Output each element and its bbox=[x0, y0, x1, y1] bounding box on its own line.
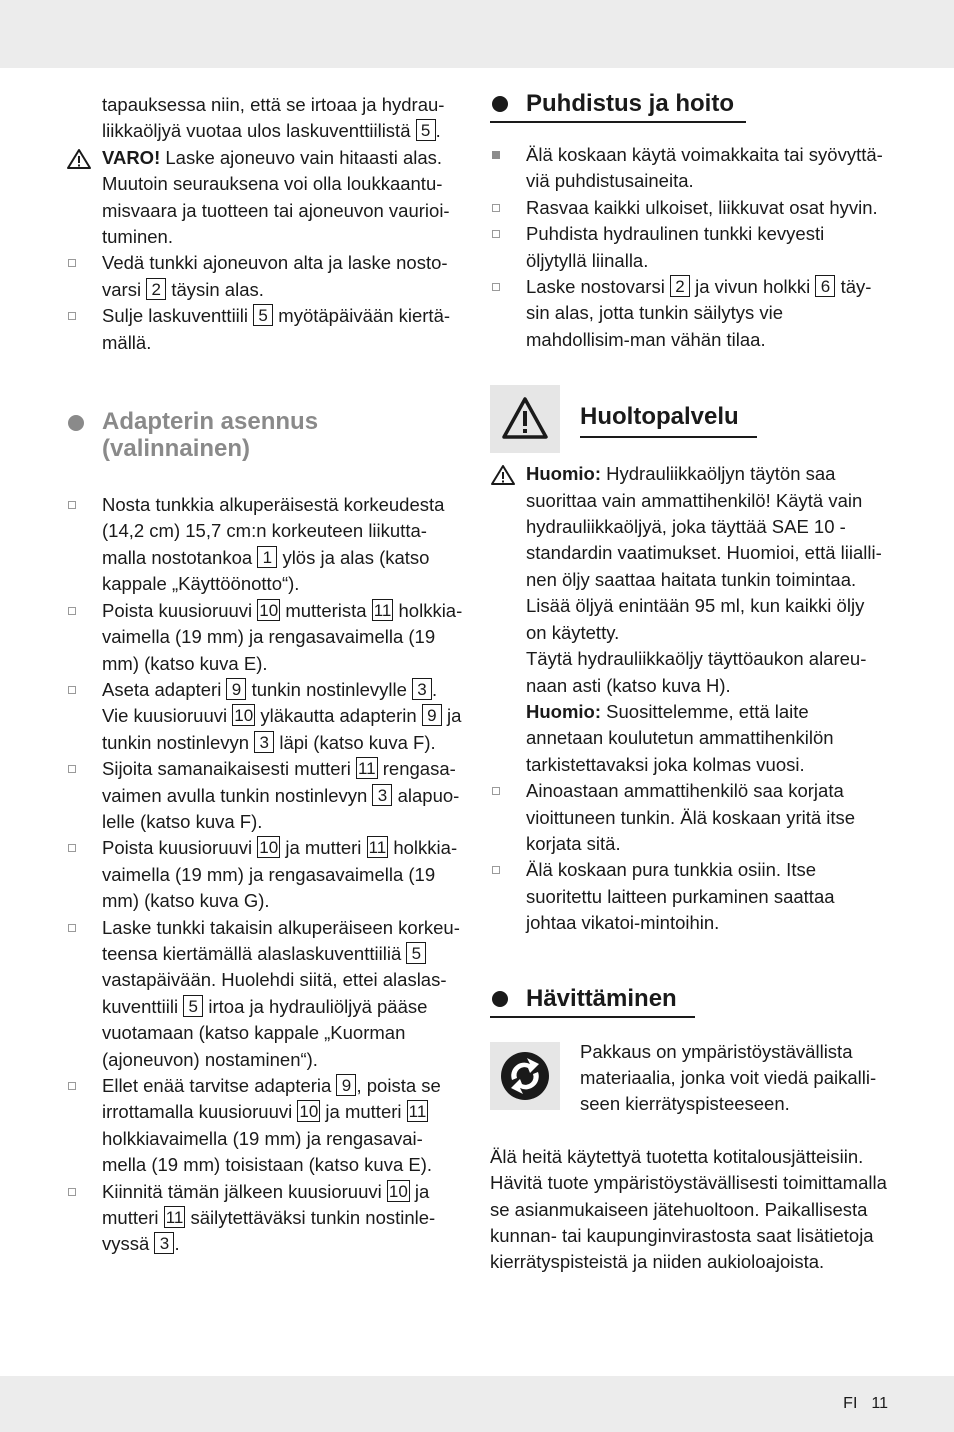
list-item bbox=[66, 492, 466, 598]
item-text: säilytettäväksi tunkin nostinle-vyssä bbox=[102, 1207, 436, 1255]
item-text: mutterista bbox=[285, 599, 367, 621]
item-text: . bbox=[432, 678, 438, 700]
item-text: ylös ja alas (katso kappale „Käyttöönotto“). bbox=[102, 546, 430, 595]
item-text: Sulje laskuventtiili bbox=[102, 305, 249, 327]
square-bullet-icon bbox=[492, 204, 500, 212]
disposal-paragraph bbox=[490, 1144, 890, 1276]
list-item bbox=[490, 142, 890, 195]
part-ref: 5 bbox=[406, 942, 426, 964]
part-ref: 3 bbox=[372, 784, 392, 806]
item-text: Älä koskaan pura tunkkia osiin. Itse suoritettu laitteen purkaminen saattaa johtaa vikatoi-mintoihin. bbox=[526, 859, 835, 934]
warning-text: Laske ajoneuvo vain hitaasti alas. bbox=[165, 146, 443, 168]
part-ref: 3 bbox=[154, 1232, 174, 1254]
service-recommendation bbox=[490, 699, 890, 778]
list-item bbox=[490, 778, 890, 857]
intro-paragraph bbox=[66, 92, 472, 145]
service-notice bbox=[490, 461, 890, 646]
square-bullet-icon bbox=[68, 686, 76, 694]
fill-text: Täytä hydrauliikkaöljy täyttöaukon alareu-naan asti (katso kuva H). bbox=[526, 648, 867, 696]
item-text: holkkiavaimella (19 mm) ja rengasavai-mella (19 mm) toisistaan (katso kuva E). bbox=[102, 1127, 433, 1176]
green-dot-recycling-icon bbox=[490, 1042, 560, 1110]
square-bullet-icon bbox=[68, 1082, 76, 1090]
bottom-band bbox=[0, 1376, 954, 1432]
part-ref: 6 bbox=[815, 275, 835, 297]
item-text: täy-sin alas, jotta tunkin säilytys vie mahdollisim-man vähän tilaa. bbox=[526, 276, 872, 350]
item-text: Laske tunkki takaisin alkuperäiseen korkeu-teensa kiertämällä alaslaskuventtiiliä bbox=[102, 916, 460, 964]
list-item bbox=[490, 274, 890, 353]
warning-triangle-icon bbox=[490, 385, 560, 453]
heading-underline bbox=[490, 1016, 695, 1018]
part-ref: 10 bbox=[259, 600, 279, 620]
item-text: Poista kuusioruuvi bbox=[102, 837, 253, 859]
item-text: Laske nostovarsi bbox=[526, 276, 665, 298]
square-bullet-icon bbox=[68, 844, 76, 852]
part-ref: 11 bbox=[373, 600, 392, 620]
item-text: irtoa ja hydrauliöljyä pääse vuotamaan (katso kappale „Kuorman (ajoneuvon) nostaminen“). bbox=[102, 995, 428, 1070]
item-text: . bbox=[174, 1233, 180, 1255]
part-ref: 11 bbox=[408, 1102, 427, 1122]
part-ref: 5 bbox=[416, 119, 436, 141]
list-item bbox=[490, 857, 890, 936]
top-band bbox=[0, 0, 954, 68]
square-bullet-icon bbox=[68, 765, 76, 773]
care-list bbox=[490, 142, 890, 353]
list-item bbox=[66, 303, 466, 356]
note-label: Huomio: bbox=[526, 463, 602, 485]
item-text: ja mutteri bbox=[285, 837, 362, 859]
part-ref: 10 bbox=[259, 838, 279, 858]
part-ref: 1 bbox=[257, 546, 277, 568]
warning-rest: Muutoin seurauksena voi olla loukkaantu-misvaara ja tuotteen tai ajoneuvon vaurioi-tuminen. bbox=[102, 173, 450, 248]
part-ref: 5 bbox=[183, 995, 203, 1017]
left-column bbox=[66, 92, 466, 1258]
heading-line1: Adapterin asennus bbox=[102, 408, 319, 436]
warning-badge bbox=[490, 385, 560, 453]
item-text: , poista se irrottamalla kuusioruuvi bbox=[102, 1075, 441, 1123]
item-text: vastapäivään. Huolehdi siitä, ettei alaslas-kuventtiili bbox=[102, 969, 447, 1017]
part-ref: 2 bbox=[146, 278, 166, 300]
part-ref: 11 bbox=[165, 1208, 184, 1228]
intro-line2: liikkaöljyä vuotaa ulos laskuventtiilistä bbox=[102, 120, 411, 142]
list-item bbox=[66, 756, 466, 835]
square-bullet-icon bbox=[68, 312, 76, 320]
item-text: Puhdista hydraulinen tunkki kevyesti öljytyllä liinalla. bbox=[526, 223, 825, 271]
item-text: alapuo-lelle (katso kuva F). bbox=[102, 784, 460, 832]
list-item bbox=[66, 835, 466, 914]
item-text: Poista kuusioruuvi bbox=[102, 599, 253, 621]
item-text: myötäpäivään kiertä-mällä. bbox=[102, 305, 451, 353]
heading-line2: (valinnainen) bbox=[102, 435, 251, 463]
part-ref: 9 bbox=[226, 678, 246, 700]
item-text: holkkia-vaimella (19 mm) ja rengasavaimella (19 mm) (katso kuva G). bbox=[102, 837, 458, 912]
item-text: Nosta tunkkia alkuperäisestä korkeudesta (14,2 cm) 15,7 cm:n korkeuteen liikutta-malla nostotankoa bbox=[102, 494, 445, 568]
part-ref: 10 bbox=[388, 1181, 408, 1201]
square-bullet-icon bbox=[492, 283, 500, 291]
item-text: täysin alas. bbox=[171, 278, 264, 300]
list-item bbox=[66, 915, 466, 1073]
service-body bbox=[490, 461, 890, 936]
part-ref: 9 bbox=[422, 704, 442, 726]
part-ref: 3 bbox=[412, 678, 432, 700]
list-item bbox=[66, 250, 466, 303]
recycle-badge bbox=[490, 1042, 560, 1110]
part-ref: 10 bbox=[299, 1102, 319, 1122]
item-text: Vedä tunkki ajoneuvon alta ja laske nosto-varsi bbox=[102, 252, 448, 300]
section-dot-icon bbox=[492, 96, 508, 112]
list-item bbox=[66, 598, 466, 677]
heading-text: Hävittäminen bbox=[526, 984, 677, 1012]
heading-underline bbox=[580, 436, 757, 438]
square-bullet-icon bbox=[68, 924, 76, 932]
item-text: Rasvaa kaikki ulkoiset, liikkuvat osat hyvin. bbox=[526, 196, 878, 218]
item-text: Ainoastaan ammattihenkilö saa korjata vioittuneen tunkin. Älä koskaan yritä itse korjata sitä. bbox=[526, 780, 856, 854]
right-column bbox=[490, 88, 890, 1276]
part-ref: 11 bbox=[368, 838, 387, 858]
square-bullet-icon bbox=[492, 866, 500, 874]
warning-label: VARO! bbox=[102, 146, 161, 168]
note-label: Huomio: bbox=[526, 700, 602, 722]
list-item bbox=[490, 195, 890, 221]
section-heading-adapter bbox=[66, 408, 466, 462]
warning-triangle-icon bbox=[490, 464, 516, 486]
warning-triangle-icon bbox=[66, 148, 92, 170]
item-text: tunkin nostinlevylle bbox=[251, 678, 407, 700]
square-bullet-icon bbox=[68, 259, 76, 267]
item-text: Ellet enää tarvitse adapteria bbox=[102, 1075, 332, 1096]
item-text: rengasa-vaimen avulla tunkin nostinlevyn bbox=[102, 758, 456, 806]
part-ref: 5 bbox=[253, 304, 273, 326]
packaging-row bbox=[490, 1039, 890, 1118]
section-heading-care bbox=[490, 88, 890, 120]
part-ref: 10 bbox=[234, 706, 254, 726]
part-ref: 11 bbox=[357, 759, 376, 779]
item-text: ja mutteri bbox=[325, 1101, 402, 1123]
page-number: 11 bbox=[871, 1395, 888, 1412]
item-text: ja vivun holkki bbox=[695, 276, 811, 298]
packaging-text: Pakkaus on ympäristöystävällista materiaalia, jonka voit viedä paikalli-seen kierrätyspisteeseen. bbox=[580, 1040, 877, 1115]
square-bullet-icon bbox=[492, 787, 500, 795]
item-text: Vie kuusioruuvi bbox=[102, 705, 228, 727]
adapter-steps bbox=[66, 492, 466, 1258]
section-heading-disposal bbox=[490, 983, 890, 1015]
square-bullet-icon bbox=[68, 607, 76, 615]
square-bullet-icon bbox=[68, 1188, 76, 1196]
footer-language: FI bbox=[843, 1395, 858, 1412]
item-text: yläkautta adapterin bbox=[260, 705, 417, 727]
part-ref: 9 bbox=[336, 1074, 356, 1096]
square-bullet-icon bbox=[492, 151, 500, 159]
list-item bbox=[66, 1179, 466, 1258]
section-dot-icon bbox=[492, 991, 508, 1007]
item-text: Kiinnitä tämän jälkeen kuusioruuvi bbox=[102, 1180, 382, 1202]
intro-period: . bbox=[435, 120, 441, 142]
item-text: Sijoita samanaikaisesti mutteri bbox=[102, 758, 351, 780]
part-ref: 2 bbox=[670, 275, 690, 297]
section-dot-icon bbox=[68, 415, 84, 431]
list-item bbox=[66, 677, 466, 756]
note-text: Hydrauliikkaöljyn täytön saa suorittaa vain ammattihenkilö! Käytä vain hydrauliikkaöljyä, joka täyttää SAE 10 -standardin vaatimukset. Huomioi, että liialli-nen öljy saattaa haitata tunkin toimintaa. Lisää öljyä enintään 95 ml, kun kaikki öljy on käytetty. bbox=[526, 463, 882, 643]
warning-notice bbox=[66, 145, 466, 251]
square-bullet-icon bbox=[68, 501, 76, 509]
item-text: ja tunkin nostinlevyn bbox=[102, 705, 462, 753]
list-item bbox=[490, 221, 890, 274]
note-text: Suosittelemme, että laite annetaan koulutetun ammattihenkilön tarkistettavaksi joka kolmas vuosi. bbox=[526, 700, 834, 775]
item-text: läpi (katso kuva F). bbox=[279, 731, 436, 753]
fill-instruction bbox=[490, 646, 890, 699]
heading-text: Puhdistus ja hoito bbox=[526, 90, 734, 117]
heading-underline bbox=[490, 121, 746, 123]
part-ref: 3 bbox=[254, 731, 274, 753]
item-text: ja mutteri bbox=[102, 1180, 430, 1229]
square-bullet-icon bbox=[492, 230, 500, 238]
item-text: holkkia-vaimella (19 mm) ja rengasavaimella (19 mm) (katso kuva E). bbox=[102, 599, 463, 674]
service-header bbox=[490, 385, 890, 453]
item-text: Aseta adapteri bbox=[102, 678, 222, 700]
item-text: Älä koskaan käytä voimakkaita tai syövyttä-viä puhdistusaineita. bbox=[526, 144, 883, 192]
intro-line1: tapauksessa niin, että se irtoaa ja hydrau- bbox=[102, 94, 445, 115]
disposal-text: Älä heitä käytettyä tuotetta kotitalousjätteisiin. Hävitä tuote ympäristöystävällisesti toimittamalla se asianmukaiseen jätehuoltoon. Paikallisesta kunnan- tai kaupunginvirastosta saat lisätietoja kierrätyspisteistä ja niiden aukioloajoista. bbox=[490, 1145, 887, 1273]
section-heading-service: Huoltopalvelu bbox=[580, 403, 739, 431]
list-item bbox=[66, 1073, 466, 1179]
page-footer bbox=[843, 1391, 888, 1417]
